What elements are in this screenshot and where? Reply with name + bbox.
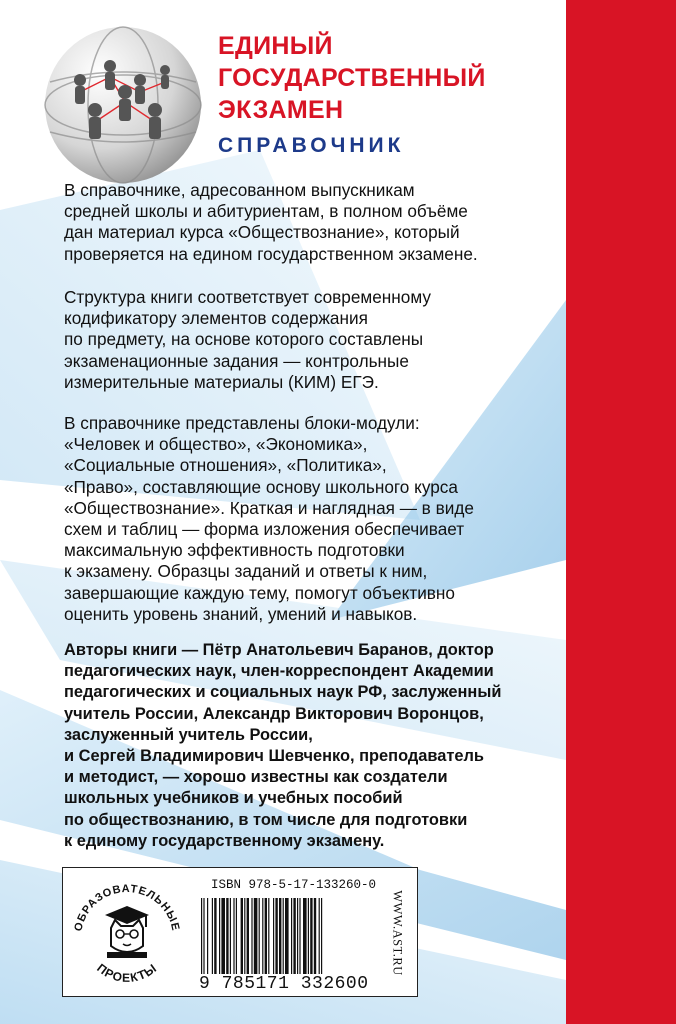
barcode-bar	[262, 898, 263, 974]
barcode-bar	[247, 898, 249, 974]
text-line: проверяется на едином государственном экзамене.	[64, 243, 478, 264]
barcode-bar	[221, 898, 225, 974]
barcode-bar	[236, 898, 237, 974]
barcode-bar	[265, 898, 267, 974]
text-line: дан материал курса «Обществознание», который	[64, 222, 460, 243]
barcode-bar	[241, 898, 243, 974]
barcode-bar	[283, 898, 284, 974]
barcode-bar	[321, 898, 322, 974]
text-line: к единому государственному экзамену.	[64, 831, 385, 850]
text-line: «Право», составляющие основу школьного курса	[64, 476, 458, 497]
barcode-bar	[219, 898, 220, 974]
text-line: завершающие каждую тему, помогут объективно	[64, 582, 455, 603]
description-paragraph-3	[64, 413, 554, 625]
barcode-bar	[268, 898, 269, 974]
barcode-bar	[293, 898, 295, 974]
text-line: по предмету, на основе которого составлены	[64, 329, 424, 350]
barcode-bar	[303, 898, 307, 974]
title-line: ГОСУДАРСТВЕННЫЙ	[218, 64, 486, 92]
barcode-bar	[251, 898, 252, 974]
barcode-panel	[62, 867, 418, 997]
text-line: В справочнике представлены блоки-модули:	[64, 413, 420, 433]
barcode-bar	[230, 898, 231, 974]
text-line: и методист, — хорошо известны как создатели	[64, 768, 448, 787]
publisher-logo	[67, 872, 187, 992]
isbn-label: ISBN 978-5-17-133260-0	[211, 878, 377, 892]
text-line: экзаменационные задания — контрольные	[64, 350, 409, 371]
barcode-bar	[259, 898, 260, 974]
text-line: оценить уровень знаний, умений и навыков.	[64, 603, 418, 624]
ean-number: 9 785171 332600	[199, 974, 369, 994]
barcode-bar	[226, 898, 228, 974]
logo-top-text: ОБРАЗОВАТЕЛЬНЫЕ	[72, 882, 182, 933]
text-line: «Человек и общество», «Экономика»,	[64, 434, 368, 455]
barcode-bar	[212, 898, 213, 974]
barcode-bar	[201, 898, 202, 974]
barcode-bar	[319, 898, 320, 974]
svg-text:ПРОЕКТЫ	[94, 961, 159, 985]
title-line: ЭКЗАМЕН	[218, 96, 344, 124]
book-subtitle: СПРАВОЧНИК	[218, 134, 405, 157]
barcode-bar	[273, 898, 274, 974]
barcode-bar	[314, 898, 316, 974]
barcode-bar	[275, 898, 277, 974]
spine-band	[566, 0, 676, 1024]
title-line: ЕДИНЫЙ	[218, 32, 333, 60]
text-line: педагогических и социальных наук РФ, заслуженный	[64, 683, 502, 702]
barcode-bar	[308, 898, 309, 974]
barcode-bar	[203, 898, 204, 974]
barcode-image	[199, 898, 377, 978]
text-line: педагогических наук, член-корреспондент Академии	[64, 662, 494, 681]
authors-paragraph	[64, 640, 554, 852]
text-line: Структура книги соответствует современному	[64, 287, 431, 307]
globe-people-icon	[40, 22, 206, 188]
barcode-bar	[310, 898, 312, 974]
text-line: измерительные материалы (КИМ) ЕГЭ.	[64, 371, 379, 392]
text-line: схем и таблиц — форма изложения обеспечивает	[64, 519, 465, 540]
logo-bottom-text: ПРОЕКТЫ	[94, 960, 160, 985]
barcode-bar	[207, 898, 208, 974]
text-line: Авторы книги — Пётр Анатольевич Баранов, доктор	[64, 641, 494, 659]
text-line: к экзамену. Образцы заданий и ответы к ним,	[64, 561, 428, 582]
barcode-bar	[291, 898, 292, 974]
description-paragraph-1	[64, 180, 554, 265]
text-line: «Социальные отношения», «Политика»,	[64, 455, 387, 476]
text-line: средней школы и абитуриентам, в полном объёме	[64, 201, 468, 222]
website-text: WWW.AST.RU	[390, 890, 405, 976]
text-line: и Сергей Владимирович Шевченко, преподаватель	[64, 747, 484, 766]
barcode-bar	[233, 898, 234, 974]
website-label	[385, 876, 409, 990]
barcode-bar	[214, 898, 216, 974]
text-line: В справочнике, адресованном выпускникам	[64, 180, 415, 200]
text-line: кодификатору элементов содержания	[64, 308, 368, 329]
text-line: заслуженный учитель России,	[64, 725, 313, 744]
barcode-bar	[299, 898, 300, 974]
text-line: «Обществознание». Краткая и наглядная — в виде	[64, 497, 474, 518]
barcode-bar	[279, 898, 281, 974]
barcode-bar	[254, 898, 258, 974]
description-paragraph-2	[64, 287, 554, 393]
text-line: максимальную эффективность подготовки	[64, 540, 405, 561]
barcode-bar	[244, 898, 245, 974]
barcode-bar	[297, 898, 298, 974]
barcode-bar	[285, 898, 289, 974]
book-title	[218, 30, 558, 126]
text-line: школьных учебников и учебных пособий	[64, 789, 403, 808]
text-line: учитель России, Александр Викторович Воронцов,	[64, 704, 484, 723]
cat-graduate-icon	[105, 906, 149, 958]
text-line: по обществознанию, в том числе для подготовки	[64, 810, 468, 829]
